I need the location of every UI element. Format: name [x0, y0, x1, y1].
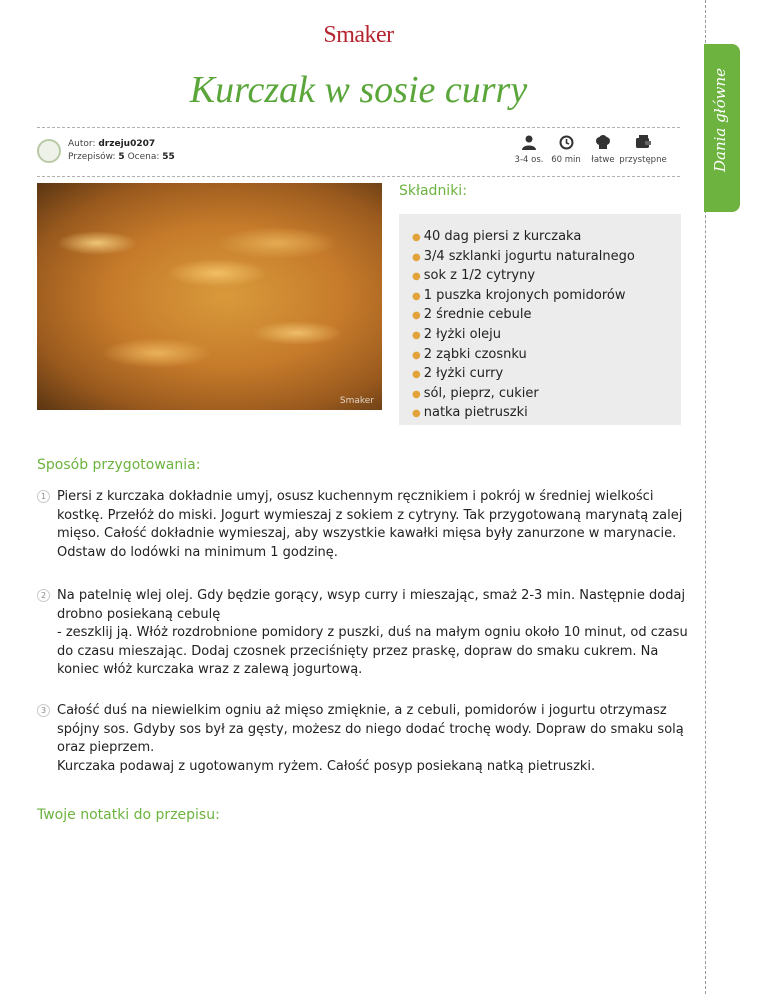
ingredient-item	[412, 267, 681, 287]
bullet-icon: ●	[412, 310, 421, 322]
bullet-icon: ●	[412, 408, 421, 420]
brand-logo: Smaker	[323, 22, 394, 48]
photo-watermark: Smaker	[339, 396, 374, 406]
step-number: 2	[37, 589, 50, 602]
ingredient-text: 2 łyżki curry	[423, 366, 504, 382]
bullet-icon: ●	[412, 251, 421, 263]
cost-meta	[619, 135, 667, 165]
person-icon	[512, 135, 546, 151]
step-1	[37, 488, 697, 562]
recipes-label: Przepisów:	[68, 152, 116, 162]
notes-heading: Twoje notatki do przepisu:	[37, 807, 220, 823]
step-number: 1	[37, 490, 50, 503]
bullet-icon: ●	[412, 290, 421, 302]
difficulty-meta	[589, 135, 617, 165]
ingredient-item	[412, 326, 681, 346]
bullet-icon: ●	[412, 369, 421, 381]
recipe-photo	[37, 183, 382, 410]
author-line	[68, 139, 155, 149]
cost-label: przystępne	[619, 155, 667, 165]
divider-meta	[37, 176, 680, 177]
ingredient-text: 2 średnie cebule	[423, 307, 532, 323]
clock-icon	[549, 135, 583, 151]
recipe-title: Kurczak w sosie curry	[189, 69, 528, 111]
ingredient-item	[412, 346, 681, 366]
step-paragraph: Na patelnię wlej olej. Gdy będzie gorący, wsyp curry i mieszając, smaż 2-3 min. Następnie dodaj drobno posiekaną cebulę	[57, 588, 686, 622]
bullet-icon: ●	[412, 271, 421, 283]
ingredient-item	[412, 306, 681, 326]
step-text	[57, 587, 702, 680]
author-avatar-icon	[37, 139, 61, 163]
ingredient-text: 2 ząbki czosnku	[423, 346, 527, 362]
ingredient-text: sól, pieprz, cukier	[423, 385, 539, 401]
step-text	[57, 488, 702, 562]
ingredient-text: 3/4 szklanki jogurtu naturalnego	[423, 248, 635, 264]
ingredient-text: 2 łyżki oleju	[423, 326, 502, 342]
wallet-icon	[619, 135, 667, 151]
ingredient-item	[412, 385, 681, 405]
ingredients-box	[399, 214, 681, 425]
servings-label: 3-4 os.	[514, 155, 544, 165]
ingredients-list	[399, 214, 681, 424]
ingredient-text: 40 dag piersi z kurczaka	[423, 229, 582, 244]
divider-top	[37, 127, 680, 128]
author-label: Autor:	[68, 139, 96, 149]
time-meta	[549, 135, 583, 165]
time-label: 60 min	[551, 155, 581, 165]
bullet-icon: ●	[412, 388, 421, 400]
step-2	[37, 587, 697, 680]
step-3	[37, 702, 697, 776]
difficulty-label: łatwe	[591, 155, 615, 165]
steps-heading: Sposób przygotowania:	[37, 457, 201, 473]
rating-value: 55	[162, 152, 175, 162]
ingredient-item	[412, 228, 681, 248]
ingredient-text: 1 puszka krojonych pomidorów	[423, 287, 626, 303]
bullet-icon: ●	[412, 329, 421, 341]
ingredient-text: natka pietruszki	[423, 405, 528, 421]
step-paragraph: Kurczaka podawaj z ugotowanym ryżem. Całość posyp posiekaną natką pietruszki.	[57, 758, 596, 774]
recipes-count: 5	[118, 152, 125, 162]
step-number: 3	[37, 704, 50, 717]
bullet-icon: ●	[412, 232, 421, 243]
author-stats	[68, 152, 175, 162]
rating-label: Ocena:	[127, 152, 160, 162]
step-text	[57, 702, 702, 776]
step-paragraph: - zeszklij ją. Włóż rozdrobnione pomidory z puszki, duś na małym ogniu około 10 minut, od czasu do czasu mieszając. Dodaj czosnek przeciśnięty przez praskę, dopraw do smaku cukrem. Na koniec włóż kurczaka wraz z zalewą jogurtową.	[57, 625, 688, 678]
step-paragraph: Piersi z kurczaka dokładnie umyj, osusz kuchennym ręcznikiem i pokrój w średniej wielkości kostkę. Przełóż do miski. Jogurt wymieszaj z sokiem z cytryny. Tak przygotowaną marynatą zalej mięso. Całość dokładnie wymieszaj, aby wszystkie kawałki mięsa były zanurzone w marynacie. Odstaw do lodówki na minimum 1 godzinę.	[57, 489, 683, 560]
ingredient-item	[412, 248, 681, 268]
category-label: Dania główne	[711, 67, 729, 172]
ingredient-item	[412, 404, 681, 424]
ingredient-text: sok z 1/2 cytryny	[423, 268, 536, 284]
ingredient-item	[412, 287, 681, 307]
bullet-icon: ●	[412, 349, 421, 361]
servings-meta	[512, 135, 546, 165]
chef-hat-icon	[589, 135, 617, 151]
ingredient-item	[412, 365, 681, 385]
step-paragraph: Całość duś na niewielkim ogniu aż mięso zmięknie, a z cebuli, pomidorów i jogurtu otrzymasz spójny sos. Gdyby sos był za gęsty, możesz do niego dodać trochę wody. Dopraw do smaku solą oraz pieprzem.	[57, 703, 684, 756]
author-name: drzeju0207	[98, 139, 156, 149]
ingredients-heading: Składniki:	[399, 183, 467, 199]
